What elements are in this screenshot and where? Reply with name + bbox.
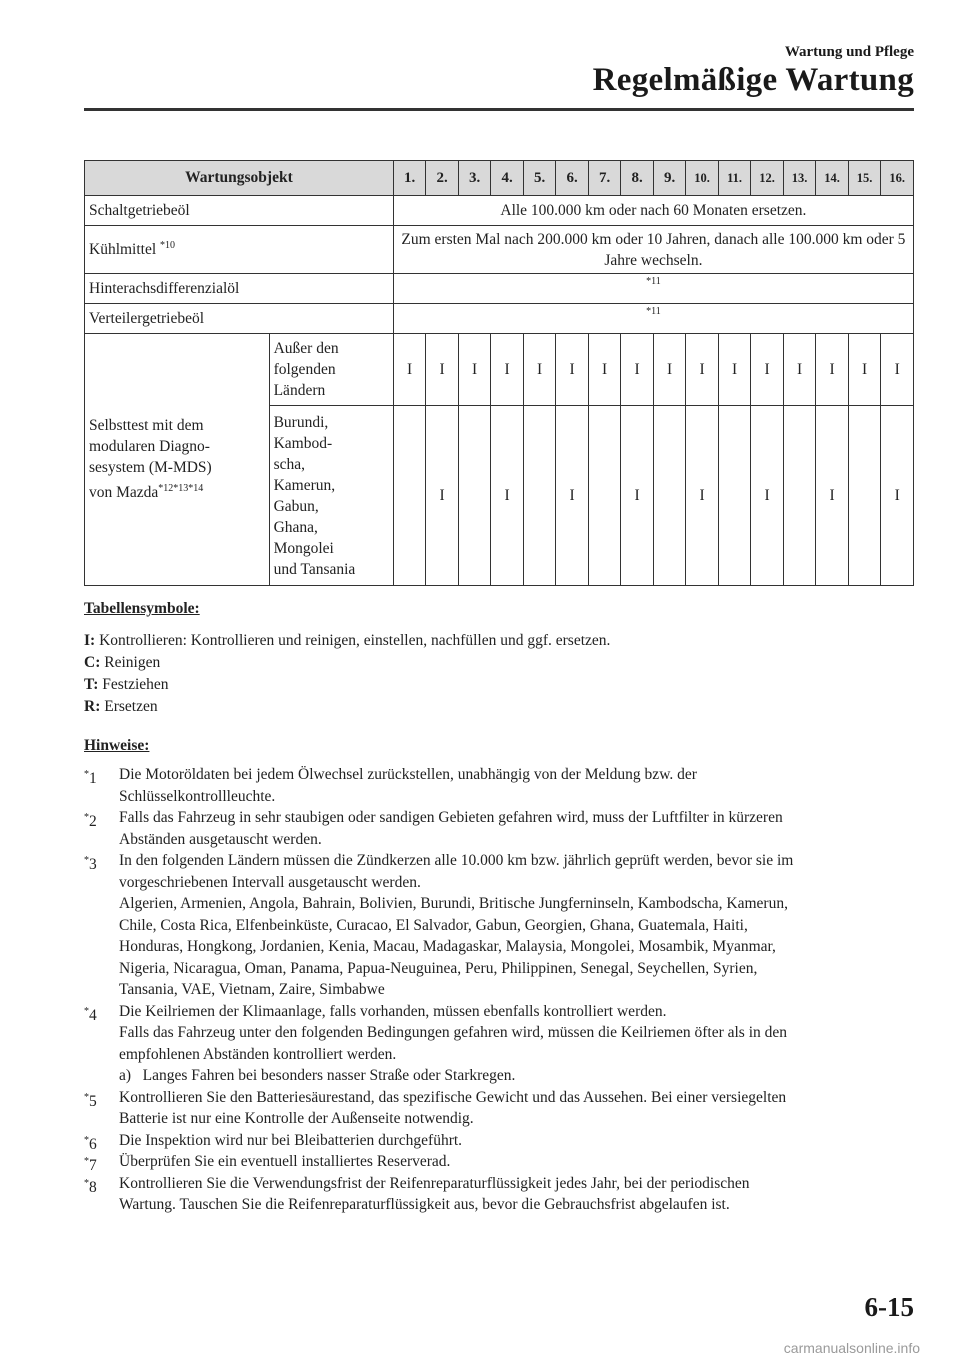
note-number: 4 (89, 1006, 97, 1024)
watermark: carmanualsonline.info (783, 1340, 920, 1356)
note-line: Überprüfen Sie ein eventuell installiertes Reserverad. (119, 1153, 451, 1170)
header-col: 2. (426, 161, 459, 196)
note-line: vorgeschriebenen Intervall ausgetauscht werden. (119, 873, 421, 891)
sub-line: Außer den (273, 340, 339, 357)
note-line: In den folgenden Ländern müssen die Zündkerzen alle 10.000 km bzw. jährlich geprüft werden, bevor sie im (119, 852, 794, 869)
maintenance-table (84, 160, 914, 586)
note-star: * (84, 855, 89, 866)
sub-label-laenderliste (269, 406, 393, 586)
interval-cell: I (426, 334, 459, 406)
interval-cell: I (588, 334, 621, 406)
symbol-key: C: (84, 654, 101, 671)
note-marker (84, 1173, 97, 1199)
interval-cell: I (393, 334, 426, 406)
row-value-schaltgetriebeoel: Alle 100.000 km oder nach 60 Monaten ersetzen. (393, 196, 913, 226)
header-col: 3. (458, 161, 491, 196)
interval-cell: I (718, 334, 751, 406)
row-label-mmds (85, 334, 270, 586)
interval-cell: I (491, 334, 524, 406)
page-title: Regelmäßige Wartung (592, 62, 914, 98)
note-number: 5 (89, 1092, 97, 1110)
note-marker (84, 807, 97, 833)
note-line: Nigeria, Nicaragua, Oman, Panama, Papua-Neuguinea, Peru, Philippinen, Senegal, Seychellen, Syrien, (119, 959, 758, 977)
note-line: Kontrollieren Sie den Batteriesäurestand, das spezifische Gewicht und das Aussehen. Bei einer versiegelten (119, 1088, 787, 1106)
note-star: * (84, 1005, 89, 1017)
note-star: * (84, 812, 89, 823)
notes-title: Hinweise: (84, 737, 150, 754)
interval-cell: I (653, 334, 686, 406)
header-section-label: Wartung und Pflege (784, 44, 914, 60)
symbols-section (84, 598, 610, 718)
header-col: 11. (718, 161, 751, 196)
kuehlmittel-label: Kühlmittel (89, 241, 157, 259)
note-number: 8 (89, 1178, 97, 1196)
symbols-title: Tabellensymbole: (84, 600, 200, 617)
note-item (84, 1173, 914, 1216)
row-value-hinterachsdifferenzialoel (393, 274, 913, 304)
interval-cell: I (751, 334, 784, 406)
sub-line: Gabun, (273, 497, 319, 515)
header-col: 15. (848, 161, 881, 196)
note-number: 7 (89, 1157, 97, 1174)
symbol-text: Festziehen (102, 676, 169, 693)
note-line: Honduras, Hongkong, Jordanien, Kenia, Macau, Madagaskar, Malaysia, Mongolei, Mosambik, Myanmar, (119, 938, 776, 955)
interval-cell: I (686, 334, 719, 406)
note-number: 3 (89, 856, 97, 873)
sub-line: Ländern (273, 382, 326, 399)
sub-line: Burundi, (273, 413, 329, 431)
note-item (84, 1087, 914, 1130)
note-star: * (84, 1156, 89, 1167)
note-line: Schlüsselkontrollleuchte. (119, 787, 276, 805)
interval-cell: I (556, 334, 589, 406)
interval-cell: I (881, 334, 914, 406)
note-line: empfohlenen Abständen kontrolliert werden. (119, 1045, 397, 1063)
note-marker (84, 850, 97, 876)
symbol-key: T: (84, 676, 99, 693)
symbol-item (84, 696, 610, 718)
interval-cell: I (881, 406, 914, 586)
note-item (84, 764, 914, 807)
notes-title-wrap (84, 735, 149, 757)
symbol-text: Kontrollieren: Kontrollieren und reinigen, einstellen, nachfüllen und ggf. ersetzen. (99, 632, 611, 649)
footnote-mark: *11 (646, 276, 661, 287)
interval-cell (588, 406, 621, 586)
header-col: 16. (881, 161, 914, 196)
note-line: Batterie ist nur eine Kontrolle der Außenseite notwendig. (119, 1110, 474, 1127)
table-header-row (85, 161, 914, 196)
interval-cell: I (816, 334, 849, 406)
interval-cell (848, 406, 881, 586)
footnote-mark: *11 (646, 306, 661, 317)
header-col: 10. (686, 161, 719, 196)
note-number: 1 (89, 770, 97, 787)
note-marker (84, 1001, 97, 1027)
sub-line: Kambod- (273, 434, 333, 452)
note-line: Wartung. Tauschen Sie die Reifenreparaturflüssigkeit aus, bevor die Gebrauchsfrist abgelaufen ist. (119, 1196, 730, 1213)
row-label-hinterachsdifferenzialoel: Hinterachsdifferenzialöl (85, 274, 394, 304)
note-star: * (84, 1177, 89, 1189)
mmds-line: sesystem (M-MDS) (89, 459, 212, 477)
header-col: 9. (653, 161, 686, 196)
interval-cell: I (751, 406, 784, 586)
interval-cell: I (458, 334, 491, 406)
page-number: 6-15 (864, 1292, 914, 1322)
mmds-line: modularen Diagno- (89, 438, 210, 456)
symbol-text: Reinigen (104, 654, 161, 671)
note-line: Algerien, Armenien, Angola, Bahrain, Bolivien, Burundi, Britische Jungferninseln, Kambodscha, Kamerun, (119, 895, 788, 912)
table-row (85, 274, 914, 304)
table-row (85, 226, 914, 274)
header-col: 5. (523, 161, 556, 196)
interval-cell: I (686, 406, 719, 586)
note-item (84, 1130, 914, 1152)
sub-line: Mongolei (273, 539, 334, 557)
header-col: 7. (588, 161, 621, 196)
note-item (84, 807, 914, 850)
note-line: Die Keilriemen der Klimaanlage, falls vorhanden, müssen ebenfalls kontrolliert werden. (119, 1002, 667, 1020)
interval-cell (393, 406, 426, 586)
sub-line: Kamerun, (273, 476, 336, 494)
symbol-item (84, 674, 610, 696)
interval-cell (458, 406, 491, 586)
interval-cell: I (426, 406, 459, 586)
header-col: 1. (393, 161, 426, 196)
table-row (85, 334, 914, 406)
sub-line: und Tansania (273, 560, 356, 578)
interval-cell: I (783, 334, 816, 406)
interval-cell: I (523, 334, 556, 406)
row-value-kuehlmittel: Zum ersten Mal nach 200.000 km oder 10 Jahren, danach alle 100.000 km oder 5 Jahre wechseln. (393, 226, 913, 274)
interval-cell: I (848, 334, 881, 406)
table-row (85, 196, 914, 226)
note-line: Tansania, VAE, Vietnam, Zaire, Simbabwe (119, 981, 385, 998)
header-col: 4. (491, 161, 524, 196)
symbol-key: I: (84, 632, 96, 649)
note-line: Die Motoröldaten bei jedem Ölwechsel zurückstellen, unabhängig von der Meldung bzw. der (119, 766, 697, 783)
note-number: 6 (89, 1135, 97, 1153)
note-marker (84, 1087, 97, 1113)
note-star: * (84, 1091, 89, 1103)
table-row (85, 304, 914, 334)
note-star: * (84, 769, 89, 780)
interval-cell: I (816, 406, 849, 586)
row-value-verteilergetriebeoel (393, 304, 913, 334)
note-line: Kontrollieren Sie die Verwendungsfrist der Reifenreparaturflüssigkeit jedes Jahr, bei der periodischen (119, 1174, 750, 1192)
header-rule (84, 108, 914, 111)
symbol-item (84, 652, 610, 674)
symbol-text: Ersetzen (104, 698, 158, 715)
interval-cell (783, 406, 816, 586)
note-marker (84, 764, 97, 790)
sub-line: scha, (273, 455, 306, 473)
note-number: 2 (89, 813, 97, 830)
header-col: 6. (556, 161, 589, 196)
note-line: Falls das Fahrzeug unter den folgenden Bedingungen gefahren wird, müssen die Keilriemen öfter als in den (119, 1024, 788, 1041)
interval-cell: I (491, 406, 524, 586)
note-line: Chile, Costa Rica, Elfenbeinküste, Curacao, El Salvador, Gabun, Georgien, Ghana, Guatemala, Haiti, (119, 916, 748, 934)
mmds-line: Selbsttest mit dem (89, 417, 204, 435)
interval-cell: I (621, 406, 654, 586)
symbol-key: R: (84, 698, 101, 715)
notes-list (84, 764, 914, 1216)
interval-cell (523, 406, 556, 586)
note-item (84, 1151, 914, 1173)
note-line: a) Langes Fahren bei besonders nasser Straße oder Starkregen. (119, 1067, 516, 1084)
sub-line: Ghana, (273, 518, 318, 536)
note-item (84, 850, 914, 1001)
header-col: 12. (751, 161, 784, 196)
note-line: Die Inspektion wird nur bei Bleibatterien durchgeführt. (119, 1131, 463, 1149)
symbol-item (84, 630, 610, 652)
header-col: 14. (816, 161, 849, 196)
interval-cell (653, 406, 686, 586)
row-label-schaltgetriebeoel: Schaltgetriebeöl (85, 196, 394, 226)
note-item (84, 1001, 914, 1087)
note-line: Falls das Fahrzeug in sehr staubigen oder sandigen Gebieten gefahren wird, muss der Luftfilter in kürzeren (119, 809, 783, 826)
header-col: 8. (621, 161, 654, 196)
row-label-kuehlmittel (85, 226, 394, 274)
note-star: * (84, 1134, 89, 1146)
sub-line: folgenden (273, 361, 336, 378)
header-wartungsobjekt: Wartungsobjekt (85, 161, 394, 196)
interval-cell: I (556, 406, 589, 586)
interval-cell (718, 406, 751, 586)
note-line: Abständen ausgetauscht werden. (119, 830, 322, 848)
footnote-mark: *10 (160, 239, 176, 251)
footnote-mark: *12*13*14 (158, 483, 204, 495)
mmds-line: von Mazda (89, 484, 159, 502)
interval-cell: I (621, 334, 654, 406)
header-col: 13. (783, 161, 816, 196)
sub-label-ausser-den-laendern (269, 334, 393, 406)
row-label-verteilergetriebeoel: Verteilergetriebeöl (85, 304, 394, 334)
